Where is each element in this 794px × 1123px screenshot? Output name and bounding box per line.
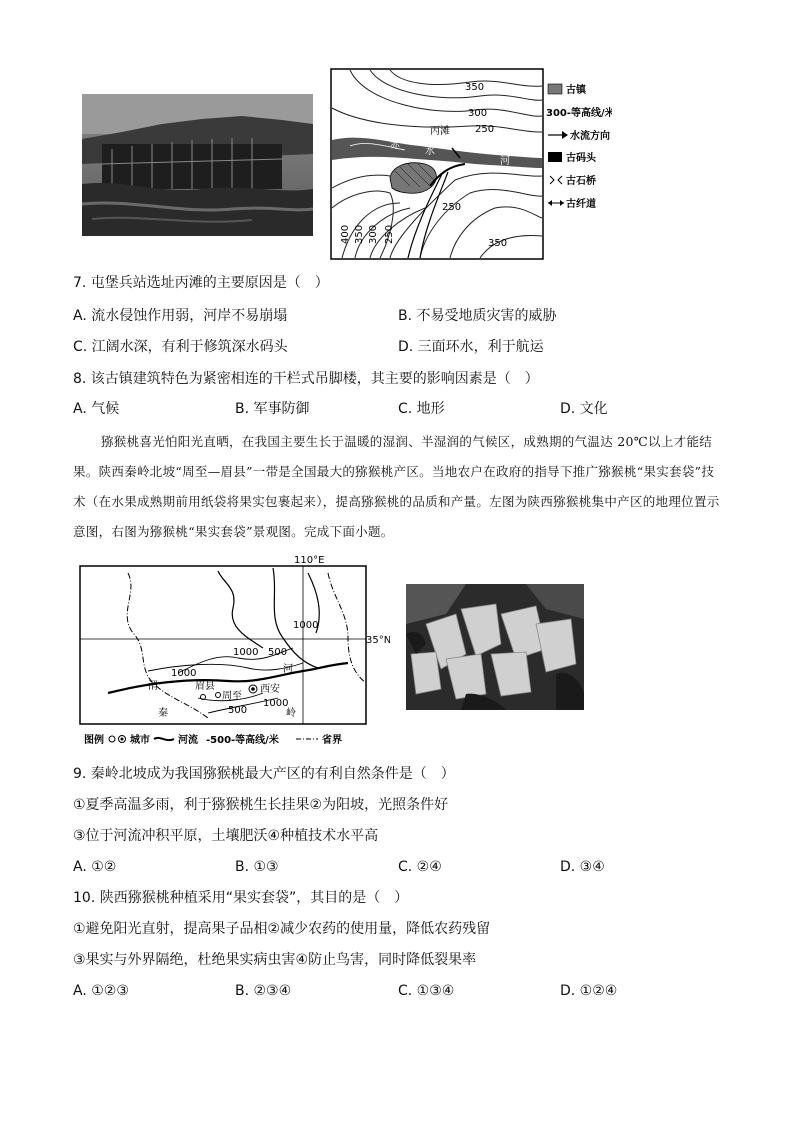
contour-label: 300 bbox=[368, 224, 379, 244]
river-label: 河 bbox=[500, 156, 510, 167]
option-b[interactable]: B. ①③ bbox=[235, 859, 279, 875]
kiwi-region-map bbox=[78, 553, 390, 751]
option-c[interactable]: C. ②④ bbox=[398, 859, 442, 875]
river-label: 水 bbox=[425, 146, 435, 157]
option-c[interactable]: C. ①③④ bbox=[398, 983, 455, 999]
river-label: 赤 bbox=[390, 140, 400, 151]
contour-label: 300 bbox=[468, 108, 488, 119]
statement-line: ①避免阳光直射，提高果子品相②减少农药的使用量，降低农药残留 bbox=[73, 921, 491, 937]
option-b[interactable]: B. 军事防御 bbox=[235, 401, 310, 417]
map-legend bbox=[546, 83, 612, 210]
kiwi-bagging-photo bbox=[406, 584, 584, 710]
option-c[interactable]: C. 地形 bbox=[398, 401, 445, 417]
parallel-label: 35°N bbox=[366, 635, 390, 646]
legend-label: 城市 bbox=[130, 735, 150, 746]
option-d[interactable]: D. ③④ bbox=[560, 859, 605, 875]
contour-label: 1000 bbox=[233, 647, 259, 658]
meridian-label: 110°E bbox=[294, 555, 325, 566]
topographic-map bbox=[330, 68, 612, 260]
question-stem: 7. 屯堡兵站选址丙滩的主要原因是（ ） bbox=[73, 275, 329, 291]
contour-label: 500 bbox=[268, 647, 288, 658]
city-label: 眉县 bbox=[195, 681, 215, 692]
river-label: 河 bbox=[283, 664, 293, 675]
contour-label: 350 bbox=[354, 224, 365, 244]
mountain-label: 秦 bbox=[158, 708, 168, 719]
map2-legend bbox=[84, 733, 342, 746]
contour-label: 1000 bbox=[171, 668, 197, 679]
legend-label: -500-等高线/米 bbox=[206, 735, 279, 746]
legend-label: 古码头 bbox=[566, 153, 596, 164]
binggtan-label: 丙滩 bbox=[430, 126, 450, 137]
option-a[interactable]: A. ①②③ bbox=[73, 983, 129, 999]
city-label: 西安 bbox=[260, 684, 280, 695]
legend-label: 古镇 bbox=[566, 85, 586, 96]
statement-line: ①夏季高温多雨，利于猕猴桃生长挂果②为阳坡，光照条件好 bbox=[73, 797, 449, 813]
option-a[interactable]: A. 气候 bbox=[73, 401, 120, 417]
legend-title: 图例 bbox=[84, 735, 104, 746]
option-d[interactable]: D. 文化 bbox=[560, 401, 608, 417]
contour-label: 350 bbox=[488, 238, 508, 249]
contour-label: 250 bbox=[442, 202, 462, 213]
reading-passage: 猕猴桃喜光怕阳光直晒，在我国主要生长于温暖的湿润、半湿润的气候区，成熟期的气温达 20℃以上才能结果。陕西秦岭北坡“周至—眉县”一带是全国最大的猕猴桃产区。当地农户在政府的指导下推广猕猴桃“果实套袋”技术（在水果成熟期前用纸袋将果实包裹起来），提高猕猴桃的品质和产量。左图为陕西猕猴桃集中产区的地理位置示意图，右图为猕猴桃“果实套袋”景观图。完成下面小题。 bbox=[73, 434, 720, 539]
contour-label: 250 bbox=[384, 224, 395, 244]
legend-label: 水流方向 bbox=[570, 131, 610, 142]
option-a[interactable]: A. ①② bbox=[73, 859, 117, 875]
legend-label: 古石桥 bbox=[566, 176, 596, 187]
legend-label: 省界 bbox=[322, 735, 342, 746]
statement-line: ③果实与外界隔绝，杜绝果实病虫害④防止鸟害，同时降低裂果率 bbox=[73, 952, 477, 968]
option-c[interactable]: C. 江阔水深，有利于修筑深水码头 bbox=[73, 339, 288, 355]
question-stem: 8. 该古镇建筑特色为紧密相连的干栏式吊脚楼，其主要的影响因素是（ ） bbox=[73, 371, 539, 387]
legend-label: 古纤道 bbox=[566, 199, 596, 210]
legend-label: 河流 bbox=[178, 735, 198, 746]
river-label: 渭 bbox=[148, 681, 158, 692]
contour-label: 400 bbox=[340, 224, 351, 244]
contour-label: 1000 bbox=[263, 698, 289, 709]
contour-label: 500 bbox=[228, 705, 248, 716]
contour-label: 250 bbox=[475, 124, 495, 135]
option-b[interactable]: B. 不易受地质灾害的威胁 bbox=[398, 308, 557, 324]
city-label: 周至 bbox=[222, 691, 242, 702]
legend-label: 300-等高线/米 bbox=[546, 108, 612, 119]
option-a[interactable]: A. 流水侵蚀作用弱，河岸不易崩塌 bbox=[73, 308, 288, 324]
statement-line: ③位于河流冲积平原，土壤肥沃④种植技术水平高 bbox=[73, 828, 379, 844]
town-photo bbox=[82, 94, 313, 236]
contour-label: 350 bbox=[465, 82, 485, 93]
option-d[interactable]: D. ①②④ bbox=[560, 983, 618, 999]
question-stem: 10. 陕西猕猴桃种植采用“果实套袋”，其目的是（ ） bbox=[73, 890, 409, 906]
option-b[interactable]: B. ②③④ bbox=[235, 983, 292, 999]
mountain-label: 岭 bbox=[286, 708, 296, 719]
contour-label: 1000 bbox=[293, 620, 319, 631]
option-d[interactable]: D. 三面环水，利于航运 bbox=[398, 339, 544, 355]
question-stem: 9. 秦岭北坡成为我国猕猴桃最大产区的有利自然条件是（ ） bbox=[73, 766, 455, 782]
